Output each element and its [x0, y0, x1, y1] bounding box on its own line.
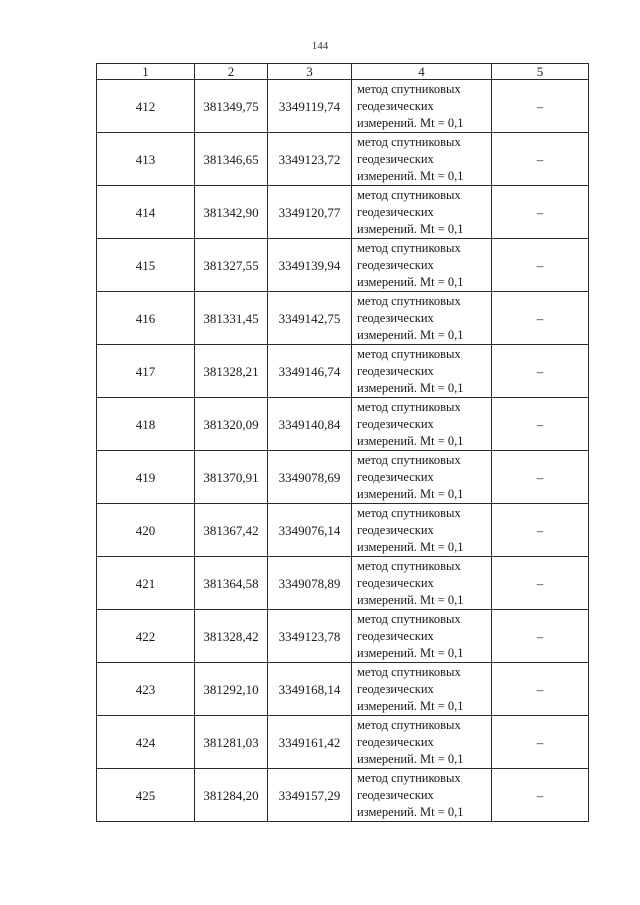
point-number-cell: 419 — [97, 451, 195, 504]
y-coordinate-cell: 3349142,75 — [268, 292, 352, 345]
note-cell: – — [492, 398, 589, 451]
note-cell: – — [492, 716, 589, 769]
y-coordinate-cell: 3349119,74 — [268, 80, 352, 133]
method-line: метод спутниковых — [357, 770, 461, 785]
note-cell: – — [492, 557, 589, 610]
method-cell — [352, 345, 492, 398]
note-cell: – — [492, 769, 589, 822]
y-coordinate-cell: 3349161,42 — [268, 716, 352, 769]
column-header-2: 2 — [195, 64, 268, 80]
method-line: метод спутниковых — [357, 187, 461, 202]
point-number-cell: 418 — [97, 398, 195, 451]
method-line: геодезических — [357, 310, 434, 325]
method-cell — [352, 716, 492, 769]
method-line: метод спутниковых — [357, 611, 461, 626]
note-cell: – — [492, 80, 589, 133]
table-row — [97, 557, 589, 610]
x-coordinate-cell: 381349,75 — [195, 80, 268, 133]
table-row — [97, 451, 589, 504]
method-line: геодезических — [357, 734, 434, 749]
table-row — [97, 133, 589, 186]
y-coordinate-cell: 3349076,14 — [268, 504, 352, 557]
point-number-cell: 417 — [97, 345, 195, 398]
table-row — [97, 610, 589, 663]
column-header-4: 4 — [352, 64, 492, 80]
method-cell — [352, 610, 492, 663]
x-coordinate-cell: 381281,03 — [195, 716, 268, 769]
table-row — [97, 345, 589, 398]
method-cell — [352, 504, 492, 557]
method-line: метод спутниковых — [357, 452, 461, 467]
method-cell — [352, 663, 492, 716]
method-line: измерений. Mt = 0,1 — [357, 645, 464, 660]
method-line: метод спутниковых — [357, 505, 461, 520]
y-coordinate-cell: 3349157,29 — [268, 769, 352, 822]
column-header-5: 5 — [492, 64, 589, 80]
table-row — [97, 716, 589, 769]
note-cell: – — [492, 451, 589, 504]
method-line: геодезических — [357, 575, 434, 590]
method-line: геодезических — [357, 787, 434, 802]
method-line: геодезических — [357, 257, 434, 272]
column-header-1: 1 — [97, 64, 195, 80]
method-line: геодезических — [357, 204, 434, 219]
method-line: геодезических — [357, 628, 434, 643]
y-coordinate-cell: 3349146,74 — [268, 345, 352, 398]
method-cell — [352, 186, 492, 239]
method-line: метод спутниковых — [357, 134, 461, 149]
method-line: метод спутниковых — [357, 717, 461, 732]
note-cell: – — [492, 133, 589, 186]
method-line: метод спутниковых — [357, 664, 461, 679]
point-number-cell: 415 — [97, 239, 195, 292]
table-row — [97, 80, 589, 133]
method-cell — [352, 133, 492, 186]
method-line: геодезических — [357, 416, 434, 431]
point-number-cell: 425 — [97, 769, 195, 822]
x-coordinate-cell: 381328,42 — [195, 610, 268, 663]
method-line: измерений. Mt = 0,1 — [357, 433, 464, 448]
point-number-cell: 422 — [97, 610, 195, 663]
method-line: метод спутниковых — [357, 346, 461, 361]
method-line: измерений. Mt = 0,1 — [357, 115, 464, 130]
y-coordinate-cell: 3349139,94 — [268, 239, 352, 292]
method-line: метод спутниковых — [357, 558, 461, 573]
y-coordinate-cell: 3349168,14 — [268, 663, 352, 716]
x-coordinate-cell: 381327,55 — [195, 239, 268, 292]
x-coordinate-cell: 381342,90 — [195, 186, 268, 239]
method-line: геодезических — [357, 469, 434, 484]
point-number-cell: 424 — [97, 716, 195, 769]
x-coordinate-cell: 381346,65 — [195, 133, 268, 186]
point-number-cell: 423 — [97, 663, 195, 716]
method-cell — [352, 80, 492, 133]
method-line: измерений. Mt = 0,1 — [357, 804, 464, 819]
method-line: измерений. Mt = 0,1 — [357, 698, 464, 713]
method-line: измерений. Mt = 0,1 — [357, 592, 464, 607]
x-coordinate-cell: 381292,10 — [195, 663, 268, 716]
x-coordinate-cell: 381370,91 — [195, 451, 268, 504]
method-line: измерений. Mt = 0,1 — [357, 539, 464, 554]
method-line: измерений. Mt = 0,1 — [357, 221, 464, 236]
x-coordinate-cell: 381320,09 — [195, 398, 268, 451]
method-line: измерений. Mt = 0,1 — [357, 274, 464, 289]
x-coordinate-cell: 381284,20 — [195, 769, 268, 822]
table-row — [97, 239, 589, 292]
method-line: геодезических — [357, 363, 434, 378]
method-line: измерений. Mt = 0,1 — [357, 486, 464, 501]
x-coordinate-cell: 381331,45 — [195, 292, 268, 345]
method-cell — [352, 769, 492, 822]
note-cell: – — [492, 345, 589, 398]
x-coordinate-cell: 381367,42 — [195, 504, 268, 557]
table-row — [97, 292, 589, 345]
method-line: геодезических — [357, 151, 434, 166]
method-cell — [352, 557, 492, 610]
table-row — [97, 186, 589, 239]
y-coordinate-cell: 3349123,78 — [268, 610, 352, 663]
note-cell: – — [492, 292, 589, 345]
note-cell: – — [492, 186, 589, 239]
method-line: измерений. Mt = 0,1 — [357, 327, 464, 342]
method-cell — [352, 451, 492, 504]
y-coordinate-cell: 3349078,89 — [268, 557, 352, 610]
method-line: метод спутниковых — [357, 240, 461, 255]
coordinates-table — [96, 63, 589, 822]
method-cell — [352, 239, 492, 292]
point-number-cell: 416 — [97, 292, 195, 345]
point-number-cell: 421 — [97, 557, 195, 610]
point-number-cell: 414 — [97, 186, 195, 239]
method-line: геодезических — [357, 681, 434, 696]
y-coordinate-cell: 3349123,72 — [268, 133, 352, 186]
table-row — [97, 663, 589, 716]
method-line: измерений. Mt = 0,1 — [357, 168, 464, 183]
method-line: геодезических — [357, 522, 434, 537]
point-number-cell: 420 — [97, 504, 195, 557]
x-coordinate-cell: 381364,58 — [195, 557, 268, 610]
note-cell: – — [492, 610, 589, 663]
table-row — [97, 398, 589, 451]
method-line: измерений. Mt = 0,1 — [357, 380, 464, 395]
y-coordinate-cell: 3349140,84 — [268, 398, 352, 451]
table-row — [97, 769, 589, 822]
note-cell: – — [492, 504, 589, 557]
note-cell: – — [492, 239, 589, 292]
method-line: метод спутниковых — [357, 293, 461, 308]
note-cell: – — [492, 663, 589, 716]
point-number-cell: 412 — [97, 80, 195, 133]
x-coordinate-cell: 381328,21 — [195, 345, 268, 398]
y-coordinate-cell: 3349120,77 — [268, 186, 352, 239]
point-number-cell: 413 — [97, 133, 195, 186]
y-coordinate-cell: 3349078,69 — [268, 451, 352, 504]
method-line: метод спутниковых — [357, 399, 461, 414]
method-line: геодезических — [357, 98, 434, 113]
method-cell — [352, 398, 492, 451]
page-number: 144 — [311, 40, 329, 52]
table-row — [97, 504, 589, 557]
method-cell — [352, 292, 492, 345]
column-header-3: 3 — [268, 64, 352, 80]
table-header-row — [97, 64, 589, 80]
method-line: метод спутниковых — [357, 81, 461, 96]
method-line: измерений. Mt = 0,1 — [357, 751, 464, 766]
